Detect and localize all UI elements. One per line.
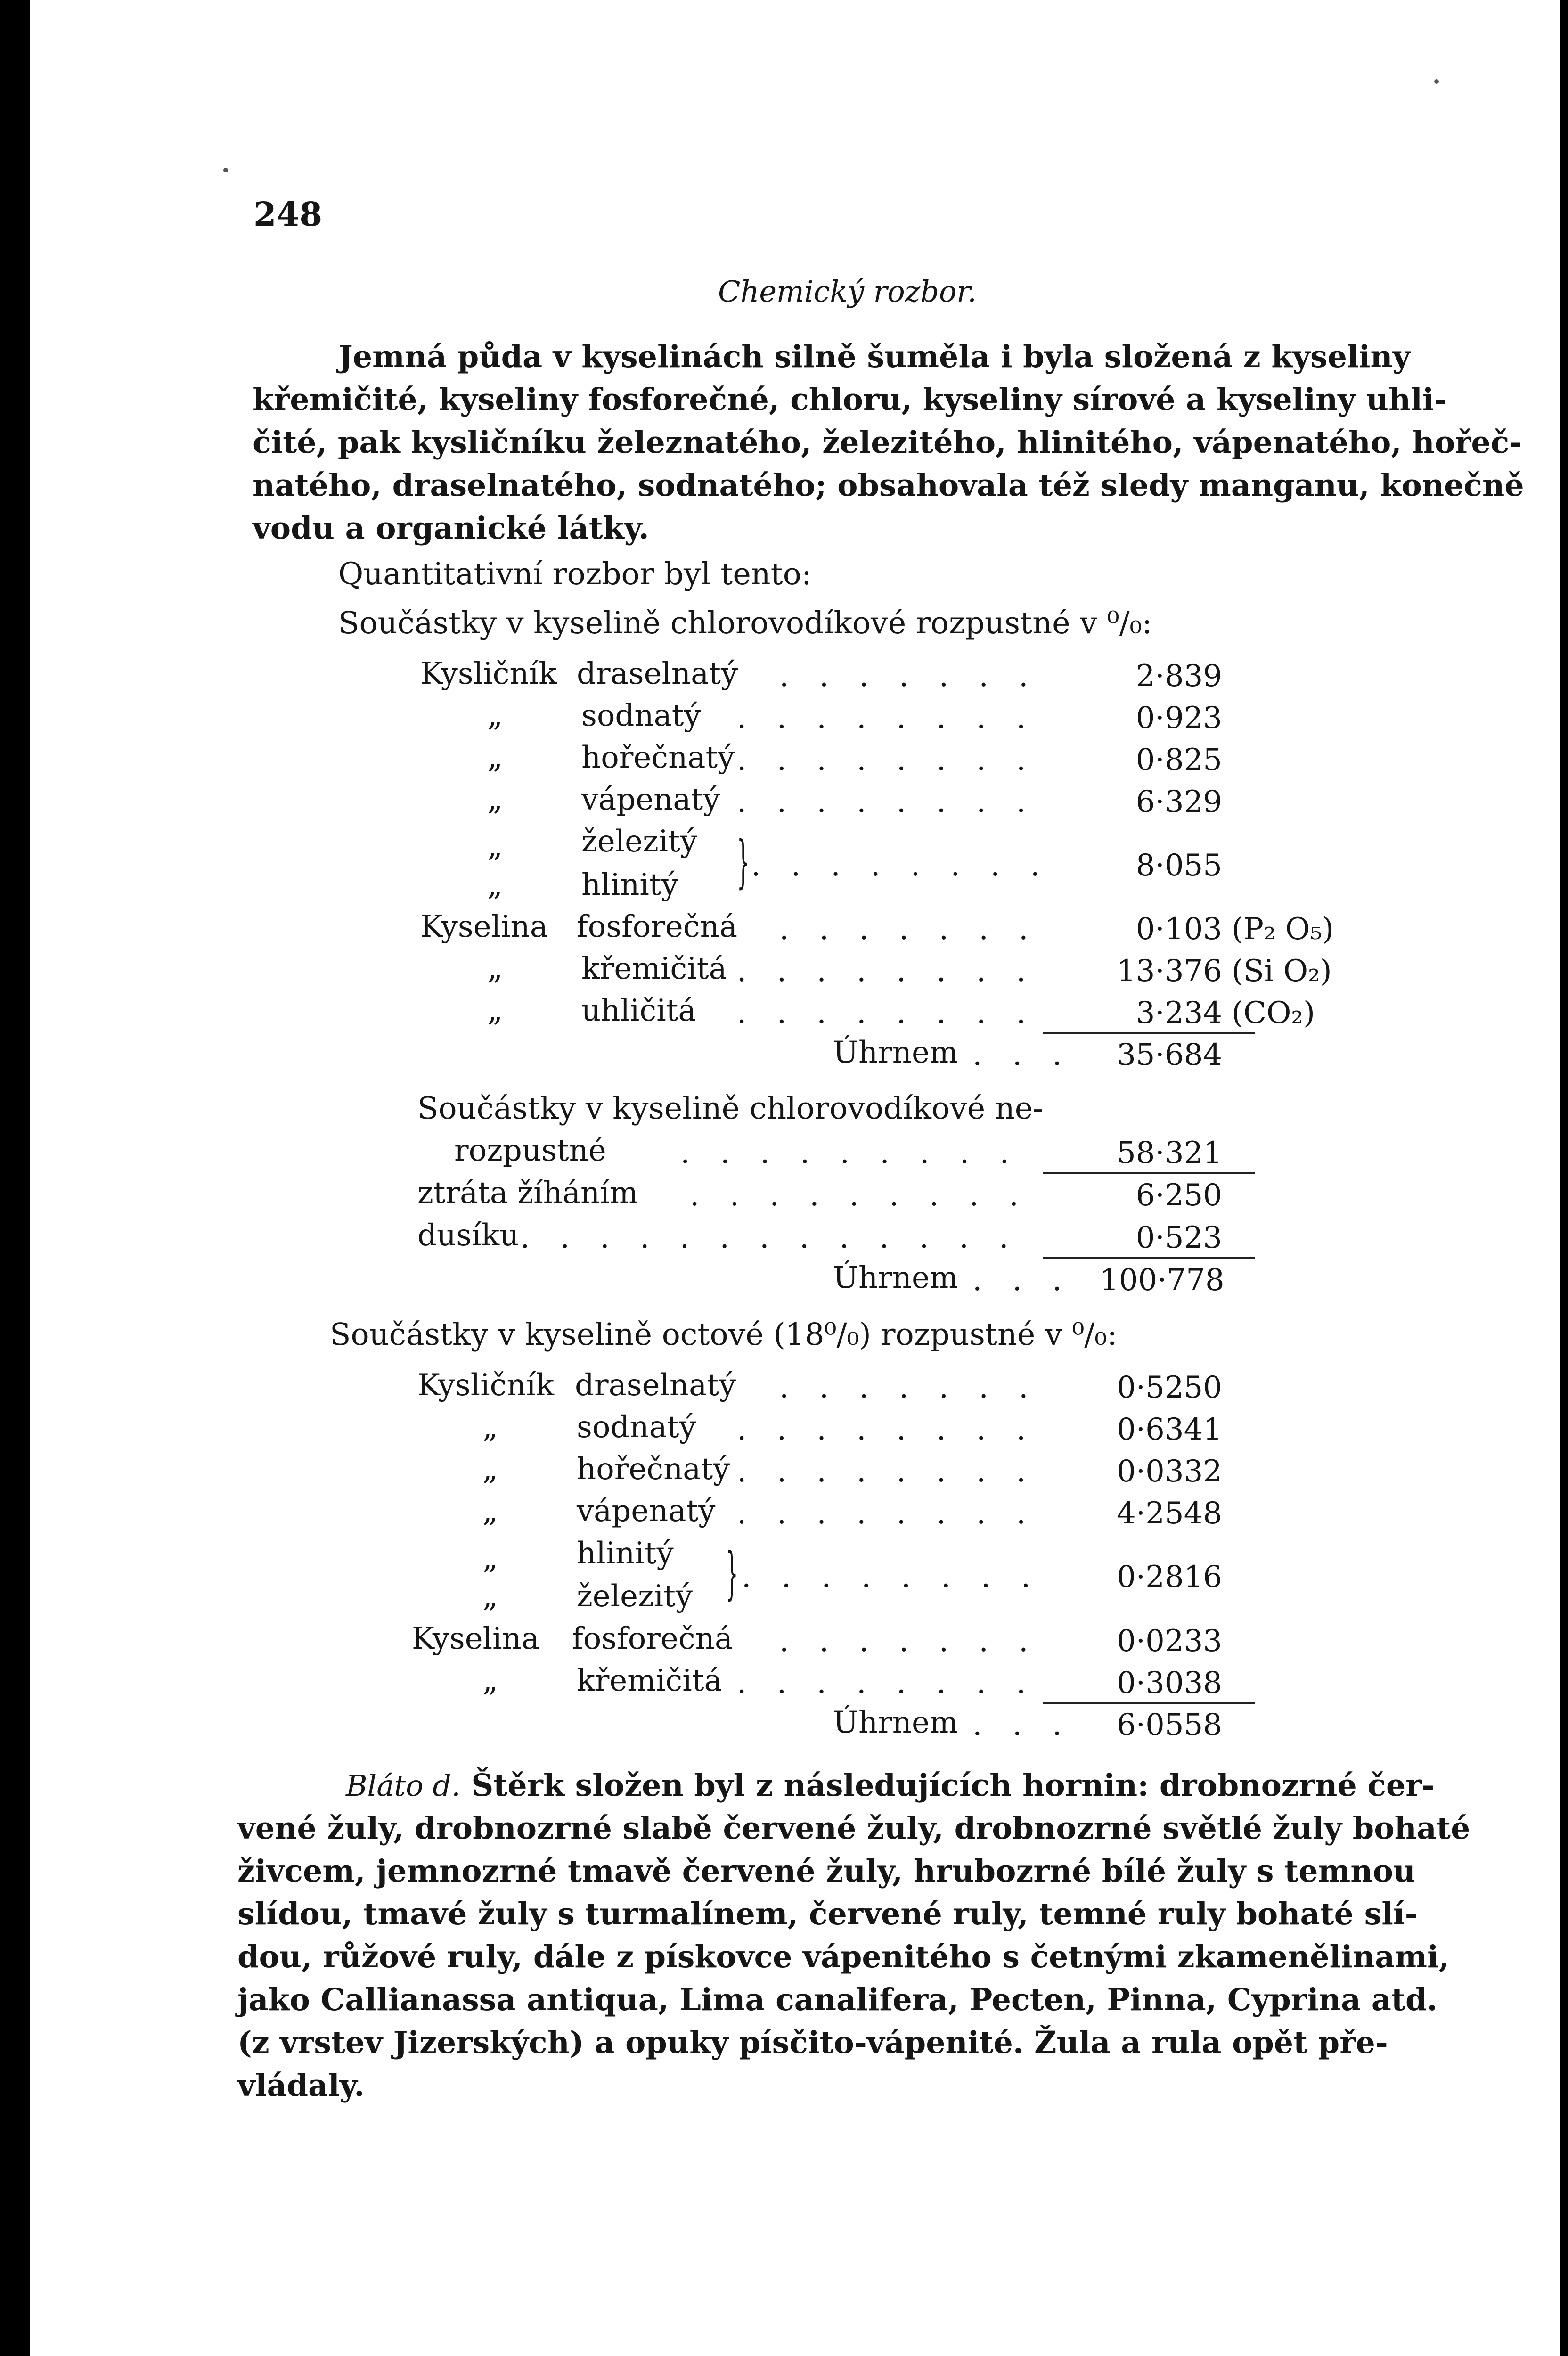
sum-rule <box>1043 1257 1255 1259</box>
table3-name: sodnatý <box>577 1410 696 1445</box>
ditto-mark: „ <box>482 1663 498 1698</box>
blato-line: vládaly. <box>237 2068 365 2103</box>
brace-symbol: } <box>737 829 750 895</box>
table1-total-label: Úhrnem <box>833 1035 958 1070</box>
table1-value: 2·839 <box>1135 659 1222 694</box>
leader-dots: . . . . . . . . <box>751 848 1051 883</box>
blato-line: živcem, jemnozrné tmavě červené žuly, hrubozrné bílé žuly s temnou <box>237 1853 1416 1889</box>
ditto-mark: „ <box>487 867 503 902</box>
table3-value: 0·5250 <box>1117 1370 1222 1405</box>
blato-line: jako Callianassa antiqua, Lima canalifera, Pecten, Pinna, Cyprina atd. <box>237 1982 1438 2018</box>
leader-dots: . . . . . . . . <box>737 1496 1037 1531</box>
blato-paragraph <box>237 1764 1470 2107</box>
sum-rule <box>1043 1172 1255 1174</box>
chem-formula: (CO₂) <box>1232 996 1315 1031</box>
leader-dots: . . . . . . . <box>779 1370 1039 1405</box>
table1-prefix: Kyselina <box>420 909 548 944</box>
table1-name: křemičitá <box>581 951 727 986</box>
leader-dots: . . . . . . . . . . . . . <box>520 1220 1019 1255</box>
table2-name: rozpustné <box>454 1133 606 1168</box>
sum-rule <box>1043 1032 1255 1034</box>
leader-dots: . . . . . . . . <box>737 954 1037 989</box>
table1-name: sodnatý <box>581 698 701 733</box>
table1-prefix: Kysličník <box>420 656 557 691</box>
table2-value: 0·523 <box>1135 1220 1222 1255</box>
table2-name: dusíku <box>417 1218 519 1253</box>
table1-value: 0·923 <box>1135 701 1222 736</box>
book-page <box>30 0 1560 2356</box>
blato-line: vené žuly, drobnozrné slabě červené žuly, drobnozrné světlé žuly bohaté <box>237 1810 1470 1846</box>
table2-total-label: Úhrnem <box>833 1260 958 1295</box>
leader-dots: . . . . . . . . <box>737 996 1037 1031</box>
intro-line: natého, draselnatého, sodnatého; obsahovala též sledy manganu, konečně <box>253 467 1524 503</box>
section-title: Chemický rozbor. <box>718 274 977 309</box>
dust-speck <box>1434 79 1439 84</box>
table3-name: železitý <box>577 1579 693 1614</box>
table3-name: křemičitá <box>577 1663 722 1698</box>
leader-dots: . . . <box>972 1038 1072 1072</box>
chem-formula: (Si O₂) <box>1232 954 1332 989</box>
ditto-mark: „ <box>487 740 503 775</box>
table2-value: 58·321 <box>1117 1136 1222 1170</box>
table2-title: Součástky v kyselině chlorovodíkové ne- <box>417 1091 1044 1126</box>
table1-name: vápenatý <box>581 782 720 817</box>
table1-value: 13·376 <box>1117 954 1222 989</box>
table3-total-value: 6·0558 <box>1117 1708 1222 1742</box>
leader-dots: . . . . . . . . <box>737 785 1037 819</box>
table1-name: železitý <box>581 824 697 859</box>
table2-total-value: 100·778 <box>1100 1263 1225 1298</box>
ditto-mark: „ <box>482 1541 498 1576</box>
table1-value: 3·234 <box>1135 996 1222 1031</box>
leader-dots: . . . . . . . . <box>737 743 1037 777</box>
table3-value: 4·2548 <box>1117 1496 1222 1531</box>
ditto-mark: „ <box>487 993 503 1028</box>
table3-name: hořečnatý <box>577 1452 730 1487</box>
ditto-mark: „ <box>487 951 503 986</box>
ditto-mark: „ <box>482 1410 498 1445</box>
table3-name: fosforečná <box>572 1621 733 1656</box>
ditto-mark: „ <box>487 782 503 817</box>
brace-symbol: } <box>726 1541 738 1606</box>
leader-dots: . . . . . . . <box>779 912 1039 947</box>
table2-name: ztráta žíháním <box>417 1176 638 1211</box>
ditto-mark: „ <box>487 698 503 733</box>
table3-name: hlinitý <box>577 1536 674 1571</box>
leader-dots: . . . . . . . . <box>737 1454 1037 1489</box>
table3-value: 0·2816 <box>1117 1560 1222 1595</box>
blato-label: Bláto d. <box>346 1768 461 1803</box>
table1-name: hořečnatý <box>581 740 735 775</box>
page-number: 248 <box>253 195 323 234</box>
table3-prefix: Kyselina <box>412 1621 539 1656</box>
leader-dots: . . . . . . . . <box>737 1666 1037 1701</box>
table3-name: vápenatý <box>577 1494 716 1529</box>
ditto-mark: „ <box>482 1494 498 1529</box>
blato-line: slídou, tmavé žuly s turmalínem, červené ruly, temné ruly bohaté slí- <box>237 1896 1418 1932</box>
table1-name: fosforečná <box>577 909 737 944</box>
ditto-mark: „ <box>487 829 503 864</box>
table1-total-value: 35·684 <box>1117 1038 1222 1072</box>
table3-prefix: Kysličník <box>417 1368 554 1403</box>
blato-line: (z vrstev Jizerských) a opuky písčito-vápenité. Žula a rula opět pře- <box>237 2025 1388 2061</box>
ditto-mark: „ <box>482 1452 498 1487</box>
table1-name: hlinitý <box>581 867 678 902</box>
dust-speck <box>223 168 228 172</box>
table1-value: 0·103 <box>1135 912 1222 947</box>
intro-line: křemičité, kyseliny fosforečné, chloru, kyseliny sírové a kyseliny uhli- <box>253 382 1447 417</box>
intro-line: čité, pak kysličníku železnatého, železitého, hlinitého, vápenatého, hořeč- <box>253 425 1522 460</box>
table1-value: 0·825 <box>1135 743 1222 777</box>
leader-dots: . . . . . . . . . <box>690 1178 1029 1213</box>
leader-dots: . . . . . . . . <box>742 1560 1041 1595</box>
table1-name: draselnatý <box>577 656 738 691</box>
table1-title: Součástky v kyselině chlorovodíkové rozpustné v ⁰/₀: <box>338 605 1152 641</box>
table3-total-label: Úhrnem <box>833 1705 958 1740</box>
leader-dots: . . . <box>972 1263 1072 1298</box>
table3-value: 0·3038 <box>1117 1666 1222 1701</box>
intro-line: Jemná půda v kyselinách silně šuměla i byla složená z kyseliny <box>338 339 1411 375</box>
table3-value: 0·0233 <box>1117 1624 1222 1659</box>
ditto-mark: „ <box>482 1579 498 1614</box>
table3-name: draselnatý <box>575 1368 736 1403</box>
table1-value: 8·055 <box>1135 848 1222 883</box>
intro-paragraph <box>253 335 1524 550</box>
quant-intro: Quantitativní rozbor byl tento: <box>338 556 812 592</box>
table2-value: 6·250 <box>1135 1178 1222 1213</box>
intro-line: vodu a organické látky. <box>253 510 649 546</box>
chem-formula: (P₂ O₅) <box>1232 912 1334 947</box>
blato-line: Štěrk složen byl z následujících hornin: drobnozrné čer- <box>471 1767 1435 1803</box>
leader-dots: . . . . . . . . . <box>680 1136 1020 1170</box>
leader-dots: . . . <box>972 1708 1072 1742</box>
table1-value: 6·329 <box>1135 785 1222 819</box>
sum-rule <box>1043 1702 1255 1704</box>
table1-name: uhličitá <box>581 993 696 1028</box>
table3-value: 0·0332 <box>1117 1454 1222 1489</box>
leader-dots: . . . . . . . <box>779 659 1039 694</box>
table3-value: 0·6341 <box>1117 1412 1222 1447</box>
table3-title: Součástky v kyselině octové (18⁰/₀) rozpustné v ⁰/₀: <box>330 1317 1118 1352</box>
leader-dots: . . . . . . . <box>779 1624 1039 1659</box>
blato-line: dou, růžové ruly, dále z pískovce vápenitého s četnými zkamenělinami, <box>237 1939 1450 1975</box>
leader-dots: . . . . . . . . <box>737 701 1037 736</box>
blato-first-line <box>237 1764 1435 1807</box>
leader-dots: . . . . . . . . <box>737 1412 1037 1447</box>
